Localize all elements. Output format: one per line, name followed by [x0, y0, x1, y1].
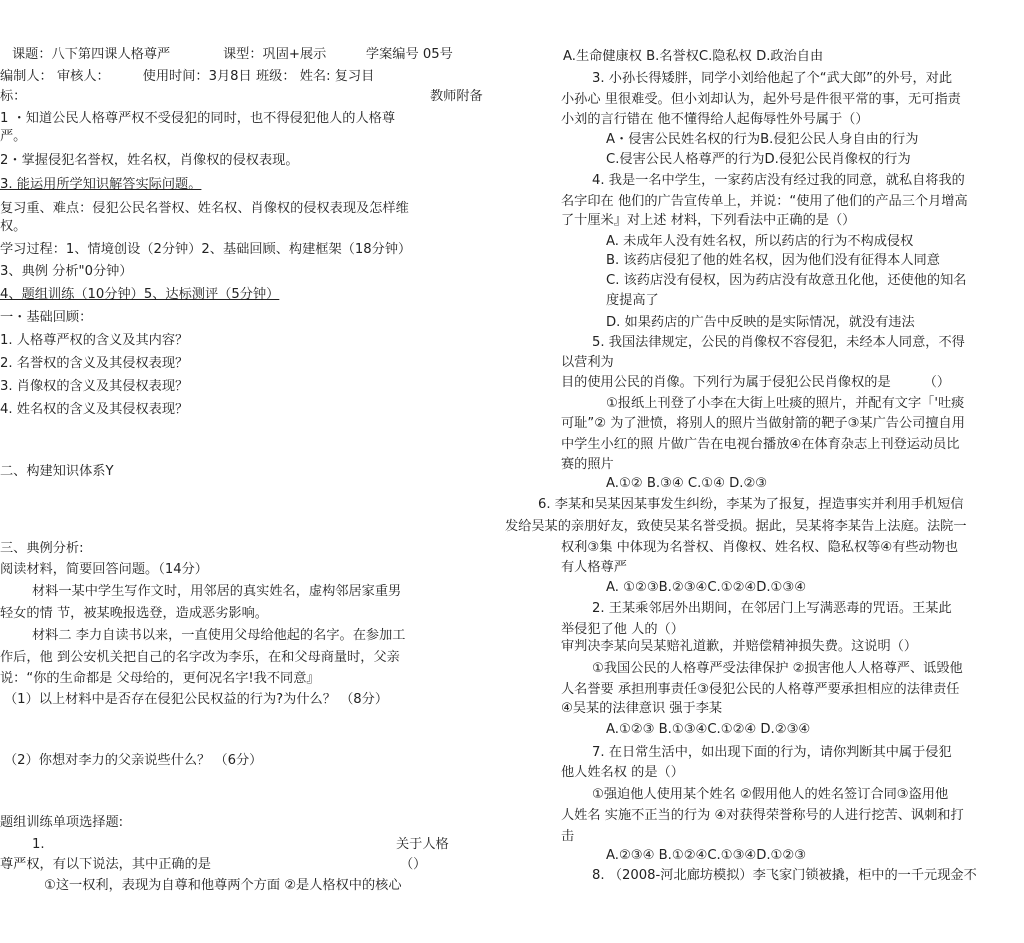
right-text-line: 赛的照片 [561, 457, 614, 472]
right-text-line: 审判决李某向吴某赔礼道歉，并赔偿精神损失费。这说明（） [561, 639, 918, 654]
right-text-line: A.①② B.③④ C.①④ D.②③ [606, 476, 768, 491]
left-text-line: 教师附备 [430, 89, 483, 104]
left-text-line: 作后，他 到公安机关把自己的名字改为李乐，在和父母商量时，父亲 [0, 650, 400, 665]
right-text-line: 可耻”② 为了泄愤，将别人的照片当做射箭的靶子③某广告公司擅自用 [561, 416, 965, 431]
right-text-line: 4. 我是一名中学生，一家药店没有经过我的同意，就私自将我的 [592, 173, 965, 188]
left-text-line: 3. 能运用所学知识解答实际问题。 [0, 177, 202, 192]
right-text-line: 小刘的言行错在 他不懂得给人起侮辱性外号属于（） [561, 112, 869, 127]
right-text-line: 5. 我国法律规定，公民的肖像权不容侵犯，未经本人同意，不得 [592, 335, 965, 350]
right-text-line: ①强迫他人使用某个姓名 ②假用他人的姓名签订合同③盗用他 [592, 787, 949, 802]
right-text-line: 8. （2008-河北廊坊模拟）李飞家门锁被撬，柜中的一千元现金不 [592, 868, 977, 883]
right-text-line: A.生命健康权 B.名誉权C.隐私权 D.政治自由 [563, 49, 824, 64]
right-text-line: 了十厘米』对上述 材料，下列看法中正确的是（） [561, 213, 856, 228]
right-text-line: 名字印在 他们的广告宣传单上，并说：“使用了他们的产品三个月增高 [561, 194, 968, 209]
right-text-line: C. 该药店没有侵权，因为药店没有故意丑化他，还使他的知名 [606, 273, 967, 288]
right-text-line: 有人格尊严 [561, 560, 627, 575]
left-text-line: （） [400, 857, 427, 872]
right-text-line: C.侵害公民人格尊严的行为D.侵犯公民肖像权的行为 [606, 152, 911, 167]
right-text-line: ①我国公民的人格尊严受法律保护 ②损害他人人格尊严、诋毁他 [592, 661, 963, 676]
right-text-line: A. 未成年人没有姓名权，所以药店的行为不构成侵权 [606, 234, 914, 249]
left-text-line: 阅读材料，简要回答问题。（14分） [0, 562, 208, 577]
right-text-line: A.②③④ B.①②④C.①③④D.①②③ [606, 848, 807, 863]
left-text-line: 4. 姓名权的含义及其侵权表现？ [0, 402, 189, 417]
right-text-line: 中学生小红的照 片做广告在电视台播放④在体育杂志上刊登运动员比 [561, 437, 960, 452]
left-text-line: 权。 [0, 219, 27, 234]
left-text-line: 关于人格 [396, 837, 449, 852]
right-text-line: ①报纸上刊登了小李在大街上吐痰的照片，并配有文字「'吐痰 [606, 396, 965, 411]
right-text-line: A・侵害公民姓名权的行为B.侵犯公民人身自由的行为 [606, 132, 919, 147]
right-text-line: 以营利为 [561, 355, 614, 370]
right-text-line: 击 [561, 829, 575, 844]
right-text-line: D. 如果药店的广告中反映的是实际情况，就没有违法 [606, 315, 915, 330]
right-text-line: 2. 王某乘邻居外出期间，在邻居门上写满恶毒的咒语。王某此 [592, 601, 952, 616]
left-text-line: 编制人： 审核人： 使用时间：3月8日 班级： 姓名: 复习目 [0, 69, 375, 84]
right-text-line: B. 该药店侵犯了他的姓名权，因为他们没有征得本人同意 [606, 253, 940, 268]
left-text-line: 3、典例 分析"0分钟） [0, 264, 133, 279]
right-text-line: A. ①②③B.②③④C.①②④D.①③④ [606, 580, 807, 595]
left-text-line: 说：“你的生命都是 父母给的，更何况名字!我不同意』 [0, 671, 320, 686]
right-text-line: A.①②③ B.①③④C.①②④ D.②③④ [606, 722, 811, 737]
left-text-line: 严。 [0, 129, 27, 144]
left-text-line: 1 ・知道公民人格尊严权不受侵犯的同时，也不得侵犯他人的人格尊 [0, 111, 396, 126]
left-text-line: 轻女的情 节，被某晚报选登，造成恶劣影响。 [0, 606, 268, 621]
right-text-line: 举侵犯了他 人的（） [561, 622, 684, 637]
left-text-line: 复习重、难点：侵犯公民名誉权、姓名权、肖像权的侵权表现及怎样维 [0, 201, 409, 216]
left-text-line: 3. 肖像权的含义及其侵权表现？ [0, 379, 189, 394]
left-text-line: （1）以上材料中是否存在侵犯公民权益的行为?为什么？ （8分） [4, 692, 389, 707]
left-text-line: 材料一某中学生写作文时，用邻居的真实姓名，虚构邻居家重男 [32, 584, 402, 599]
left-text-line: 标： [0, 89, 27, 104]
right-text-line: 人名誉要 承担刑事责任③侵犯公民的人格尊严要承担相应的法律责任 [561, 682, 960, 697]
right-text-line: 3. 小孙长得矮胖，同学小刘给他起了个“武大郎”的外号，对此 [592, 71, 953, 86]
right-text-line: 目的使用公民的肖像。下列行为属于侵犯公民肖像权的是 （） [561, 375, 951, 390]
right-text-line: ④吴某的法律意识 强于李某 [561, 701, 723, 716]
left-text-line: 尊严权，有以下说法，其中正确的是 [0, 857, 211, 872]
right-text-line: 人姓名 实施不正当的行为 ④对获得荣誉称号的人进行挖苦、讽刺和打 [561, 808, 964, 823]
right-text-line: 他人姓名权 的是（） [561, 765, 684, 780]
right-text-line: 6. 李某和吴某因某事发生纠纷，李某为了报复，捏造事实并利用手机短信 [538, 497, 964, 512]
right-text-line: 小孙心 里很难受。但小刘却认为，起外号是件很平常的事，无可指责 [561, 92, 961, 107]
left-text-line: ①这一权利，表现为自尊和他尊两个方面 ②是人格权中的核心 [44, 878, 402, 893]
left-text-line: 1. 人格尊严权的含义及其内容？ [0, 333, 189, 348]
right-text-line: 权利③集 中体现为名誉权、肖像权、姓名权、隐私权等④有些动物也 [561, 540, 959, 555]
right-text-line: 7. 在日常生活中，如出现下面的行为，请你判断其中属于侵犯 [592, 745, 952, 760]
left-text-line: 2・掌握侵犯名誉权，姓名权，肖像权的侵权表现。 [0, 153, 299, 168]
left-text-line: 材料二 李力自读书以来，一直使用父母给他起的名字。在参加工 [32, 628, 406, 643]
right-text-line: 发给吴某的亲朋好友，致使吴某名誉受损。据此，吴某将李某告上法庭。法院一 [505, 519, 967, 534]
left-text-line: 2. 名誉权的含义及其侵权表现？ [0, 356, 189, 371]
left-text-line: 1. [32, 837, 45, 852]
left-text-line: 4、题组训练（10分钟）5、达标测评（5分钟） [0, 287, 280, 302]
left-text-line: （2）你想对李力的父亲说些什么？ （6分） [4, 753, 263, 768]
left-text-line: 三、典例分析: [0, 541, 84, 556]
left-text-line: 二、构建知识体系Y [0, 464, 114, 479]
left-text-line: 课题：八下第四课人格尊严 课型：巩固+展示 学案编号 05号 [12, 47, 453, 62]
left-text-line: 一・基础回顾： [0, 310, 93, 325]
left-text-line: 题组训练单项选择题: [0, 815, 124, 830]
left-text-line: 学习过程：1、情境创设（2分钟）2、基础回顾、构建框架（18分钟） [0, 242, 412, 257]
right-text-line: 度提高了 [606, 293, 659, 308]
